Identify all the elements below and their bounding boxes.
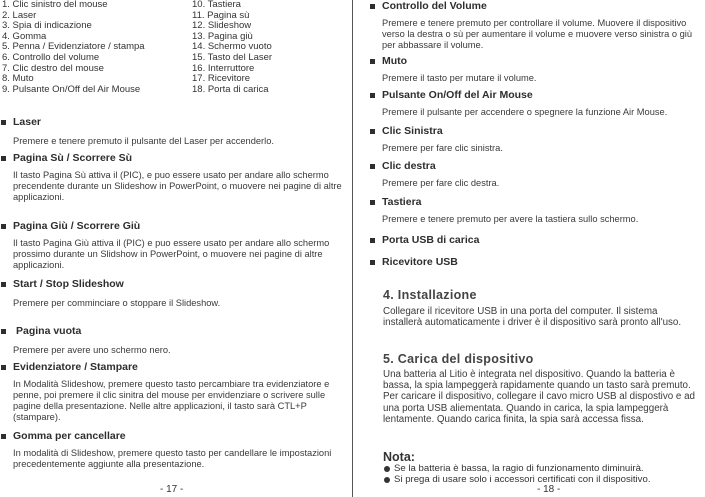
paragraph-installazione: Collegare il ricevitore USB in una porta del computer. Il sistema installerà automaticamente i driver è il dispositivo sarà pronto all'uso. bbox=[383, 306, 682, 329]
legend-item: 18. Porta di carica bbox=[192, 83, 269, 95]
section-body: Premere per avere uno schermo nero. bbox=[13, 345, 171, 355]
heading-carica: 5. Carica del dispositivo bbox=[383, 352, 534, 366]
page-number: - 18 - bbox=[537, 484, 561, 495]
square-bullet-icon bbox=[1, 224, 6, 229]
legend-item: 7. Clic destro del mouse bbox=[2, 62, 104, 74]
section-clic-destra bbox=[369, 160, 705, 189]
section-slideshow bbox=[0, 278, 350, 309]
section-evidenziatore bbox=[0, 361, 350, 423]
list-item: Si prega di usare solo i accessori certificati con il dispositivo. bbox=[383, 474, 703, 485]
legend-item: 9. Pulsante On/Off del Air Mouse bbox=[2, 83, 141, 95]
nota-title: Nota: bbox=[383, 450, 415, 464]
page-17 bbox=[0, 0, 352, 497]
section-body: Premere e tenere premuto per avere la tastiera sullo schermo. bbox=[382, 214, 639, 224]
paragraph-carica: Una batteria al Litio è integrata nel dispositivo. Quando la batteria è bassa, la spia lampeggerà rapidamente quando un tasto sarà premuto. Per caricare il dispositivo, collegare il cavo micro USB al dispostivo e ad una porta USB aliementata. Quando in carica, la spia lampeggerà lentamente. Quando carica finita, la spia sarà accessa fissa. bbox=[383, 369, 695, 425]
section-title: Clic Sinistra bbox=[382, 125, 443, 137]
legend-item: 16. Interruttore bbox=[192, 62, 255, 74]
section-title: Porta USB di carica bbox=[382, 234, 480, 246]
section-title: Gomma per cancellare bbox=[13, 430, 126, 442]
section-title: Pulsante On/Off del Air Mouse bbox=[382, 89, 533, 101]
square-bullet-icon bbox=[370, 260, 375, 265]
section-body: Il tasto Pagina Giù attiva il (PIC) e puo essere usato per andare allo schermo prossimo durante un Slidshow in PowerPoint, o muovere nei pagine di altre applicazioni. bbox=[13, 238, 330, 270]
section-body: In Modalità Slideshow, premere questo tasto percambiare tra evidenziatore e penne, poi premere il clic sinitra del mouse per envidenziare o scrivere sulle pagine della presentazione. Nelle altre applicazioni, il tasto sarà CTL+P (stampare). bbox=[13, 379, 330, 422]
square-bullet-icon bbox=[1, 329, 6, 334]
square-bullet-icon bbox=[370, 129, 375, 134]
legend-item: 3. Spia di indicazione bbox=[2, 20, 92, 32]
section-laser bbox=[0, 116, 350, 147]
square-bullet-icon bbox=[370, 238, 375, 243]
section-title: Tastiera bbox=[382, 196, 422, 208]
page-number: - 17 - bbox=[160, 484, 184, 495]
legend-item: 4. Gomma bbox=[2, 30, 47, 42]
legend-item: 5. Penna / Evidenziatore / stampa bbox=[2, 41, 145, 53]
section-clic-sinistra bbox=[369, 125, 705, 154]
square-bullet-icon bbox=[370, 93, 375, 98]
square-bullet-icon bbox=[1, 365, 6, 370]
square-bullet-icon bbox=[370, 59, 375, 64]
section-body: Premere per fare clic destra. bbox=[382, 178, 500, 188]
list-item: Se la batteria è bassa, la ragio di funzionamento diminuirà. bbox=[383, 463, 703, 474]
section-body: Premere il tasto per mutare il volume. bbox=[382, 73, 537, 83]
square-bullet-icon bbox=[1, 120, 6, 125]
legend-item: 15. Tasto del Laser bbox=[192, 51, 273, 63]
nota-list bbox=[383, 463, 703, 485]
heading-installazione: 4. Installazione bbox=[383, 288, 477, 302]
legend-item: 6. Controllo del volume bbox=[2, 51, 100, 63]
section-title: Ricevitore USB bbox=[382, 256, 458, 268]
section-porta-usb bbox=[369, 234, 705, 247]
legend-column-2 bbox=[192, 0, 272, 95]
section-tastiera bbox=[369, 196, 705, 225]
section-title: Pagina vuota bbox=[16, 325, 82, 337]
section-body: Premere il pulsante per accendere o spegnere la funzione Air Mouse. bbox=[382, 107, 668, 117]
section-gomma bbox=[0, 430, 350, 470]
legend-item: 8. Muto bbox=[2, 73, 34, 85]
legend-item: 13. Pagina giù bbox=[192, 30, 253, 42]
section-body: In modalità di Slideshow, premere questo tasto per candellare le impostazioni precedentemente aggiunte alla presentazione. bbox=[13, 448, 332, 469]
section-air-mouse bbox=[369, 89, 705, 118]
section-pagina-su bbox=[0, 152, 350, 203]
section-title: Laser bbox=[13, 116, 42, 128]
section-title: Muto bbox=[382, 55, 408, 67]
legend-item: 2. Laser bbox=[2, 9, 37, 21]
round-bullet-icon bbox=[384, 466, 390, 472]
square-bullet-icon bbox=[1, 434, 6, 439]
square-bullet-icon bbox=[370, 164, 375, 169]
section-title: Pagina Giù / Scorrere Giù bbox=[13, 220, 141, 232]
section-title: Clic destra bbox=[382, 160, 436, 172]
section-title: Start / Stop Slideshow bbox=[13, 278, 124, 290]
section-pagina-vuota bbox=[0, 325, 350, 356]
section-title: Controllo del Volume bbox=[382, 0, 487, 12]
round-bullet-icon bbox=[384, 477, 390, 483]
square-bullet-icon bbox=[1, 156, 6, 161]
section-body: Premere e tenere premuto per controllare il volume. Muovere il dispositivo verso la destra o sù per aumentare il volume e muovere verso sinistra o giù per abbassare il volume. bbox=[382, 18, 693, 50]
legend-item: 14. Schermo vuoto bbox=[192, 41, 272, 53]
section-body: Premere per fare clic sinistra. bbox=[382, 143, 503, 153]
legend-item: 12. Slideshow bbox=[192, 20, 252, 32]
page-18 bbox=[353, 0, 705, 497]
legend-item: 17. Ricevitore bbox=[192, 73, 251, 85]
square-bullet-icon bbox=[370, 200, 375, 205]
section-muto bbox=[369, 55, 705, 84]
section-body: Il tasto Pagina Sù attiva il (PIC), e puo essere usato per andare allo schermo precendente durante un Slideshow in PowerPoint, o muovere nei pagine di altre applicazioni. bbox=[13, 170, 342, 202]
section-body: Premere e tenere premuto il pulsante del Laser per accenderlo. bbox=[13, 136, 274, 146]
section-volume bbox=[369, 0, 705, 51]
section-ricevitore-usb bbox=[369, 256, 705, 269]
section-pagina-giu bbox=[0, 220, 350, 271]
square-bullet-icon bbox=[1, 282, 6, 287]
square-bullet-icon bbox=[370, 4, 375, 9]
legend-item: 11. Pagina sù bbox=[192, 9, 250, 21]
legend-column-1 bbox=[2, 0, 145, 95]
legend-item: 1. Clic sinistro del mouse bbox=[2, 0, 108, 10]
section-body: Premere per comminciare o stoppare il Slideshow. bbox=[13, 298, 221, 308]
section-title: Pagina Sù / Scorrere Sù bbox=[13, 152, 133, 164]
legend-item: 10. Tastiera bbox=[192, 0, 241, 10]
section-title: Evidenziatore / Stampare bbox=[13, 361, 138, 373]
